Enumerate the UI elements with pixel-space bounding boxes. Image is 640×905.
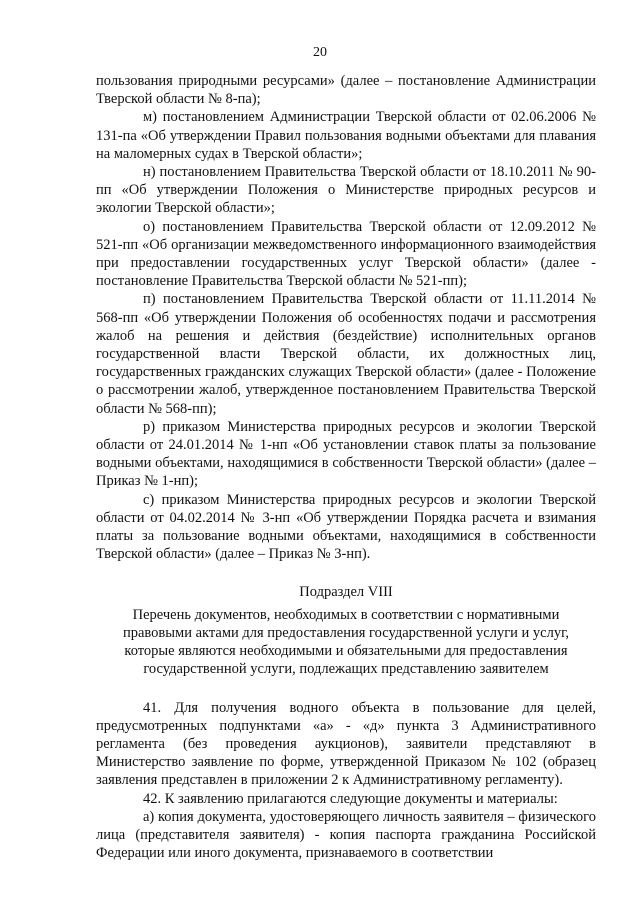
subsection-heading-line: правовыми актами для предоставления государственной услуги и услуг, xyxy=(122,624,570,641)
paragraph-42: 42. К заявлению прилагаются следующие документы и материалы: xyxy=(143,790,558,807)
subsection-title: Подраздел VIII xyxy=(299,584,393,601)
list-item-m: м) постановлением Администрации Тверской области от 02.06.2006 № 131-па «Об утверждении Правил пользования водными объектами для плавания на маломерных судах в Тверской области»; xyxy=(96,109,596,162)
subsection-heading xyxy=(96,606,596,679)
subsection-heading-line: государственной услуги, подлежащих представлению заявителем xyxy=(143,661,549,678)
list-item-n: н) постановлением Правительства Тверской области от 18.10.2011 № 90-пп «Об утверждении Положения о Министерстве природных ресурсов и экологии Тверской области»; xyxy=(96,164,596,217)
document-body xyxy=(96,72,596,862)
list-item-r: р) приказом Министерства природных ресурсов и экологии Тверской области от 24.01.2014 № 1-нп «Об установлении ставок платы за пользование водными объектами, находящимися в собственности Тверской области» (далее – Приказ № 1-нп); xyxy=(96,418,596,490)
paragraph-41: 41. Для получения водного объекта в пользование для целей, предусмотренных подпунктами «а» - «д» пункта 3 Административного регламента (без проведения аукционов), заявители представляют в Министерство заявление по форме, утвержденной Приказом № 102 (образец заявления представлен в приложении 2 к Административному регламенту). xyxy=(96,699,596,789)
list-item-p: п) постановлением Правительства Тверской области от 11.11.2014 № 568-пп «Об утверждении Положения об особенностях подачи и рассмотрения жалоб на решения и действия (бездействие) исполнительных органов государственной власти Тверской области, их должностных лиц, государственных гражданских служащих Тверской области» (далее - Положение о рассмотрении жалоб, утвержденное постановлением Правительства Тверской области № 568-пп); xyxy=(96,291,596,417)
list-item-s: с) приказом Министерства природных ресурсов и экологии Тверской области от 04.02.2014 № 3-нп «Об утверждении Порядка расчета и взимания платы за пользование водными объектами, находящимися в собственности Тверской области» (далее – Приказ № 3-нп). xyxy=(96,491,596,563)
page-number: 20 xyxy=(313,45,327,60)
subsection-heading-line: Перечень документов, необходимых в соответствии с нормативными xyxy=(132,606,560,623)
paragraph-continuation: пользования природными ресурсами» (далее – постановление Администрации Тверской области № 8-па); xyxy=(96,73,596,108)
list-item-o: о) постановлением Правительства Тверской области от 12.09.2012 № 521-пп «Об организации межведомственного информационного взаимодействия при предоставлении государственных услуг Тверской области» (далее - постановление Правительства Тверской области № 521-пп); xyxy=(96,218,596,290)
spacer xyxy=(96,679,596,699)
subsection-heading-line: которые являются необходимыми и обязательными для предоставления xyxy=(124,643,568,660)
paragraph-42-item-a: а) копия документа, удостоверяющего личность заявителя – физического лица (представителя заявителя) - копия паспорта гражданина Российской Федерации или иного документа, признаваемого в соответствии xyxy=(96,808,596,862)
